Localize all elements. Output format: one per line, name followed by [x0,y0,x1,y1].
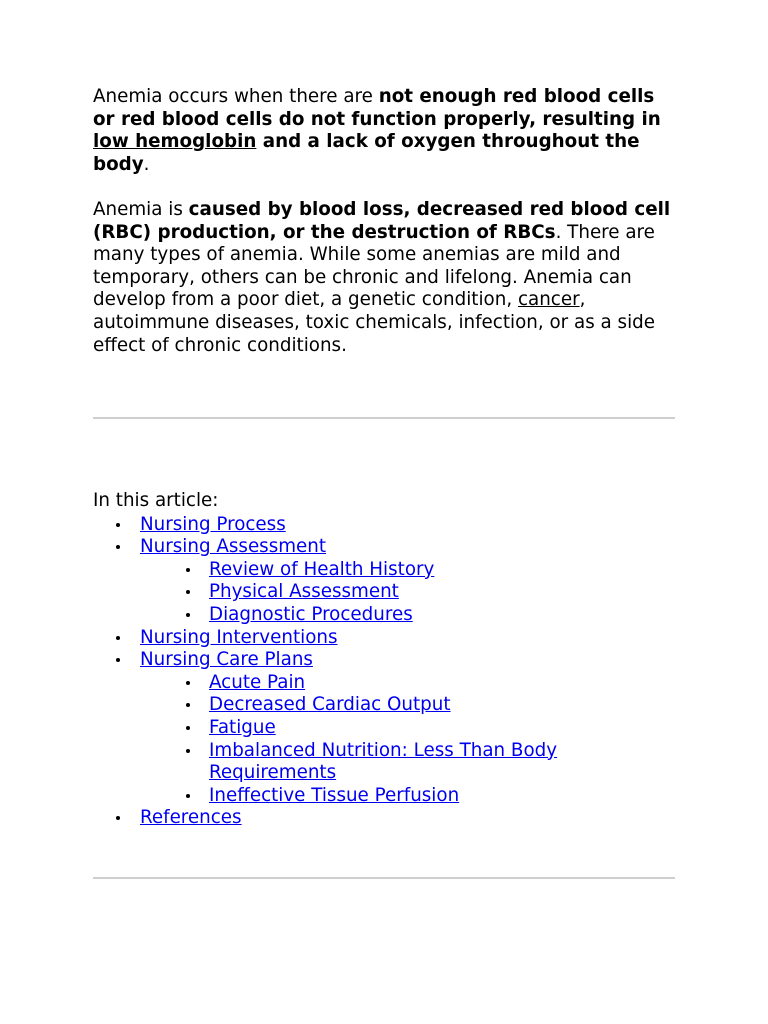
toc-item [93,604,693,627]
toc-item [93,627,693,650]
toc-link[interactable]: Nursing Care Plans [140,649,313,671]
article-intro [93,86,675,357]
bullet-icon [116,523,120,527]
p2-text-3: , autoimmune diseases, toxic chemicals, infection, or as a side effect of chronic conditions. [93,289,656,356]
toc-item [93,672,693,695]
toc-item [93,785,693,808]
toc-link[interactable]: Nursing Interventions [140,626,338,648]
cancer-link[interactable]: cancer [517,289,580,311]
toc-link[interactable]: Review of Health History [209,558,435,580]
toc-item [93,740,693,785]
toc-link[interactable]: Imbalanced Nutrition: Less Than Body Requirements [209,739,558,784]
toc-link[interactable]: Acute Pain [209,671,306,693]
bullet-icon [186,613,190,617]
p2-text-2: . There are many types of anemia. While some anemias are mild and temporary, others can be chronic and lifelong. Anemia can develop from a poor diet, a genetic condition, [93,221,655,311]
bullet-icon [116,545,120,549]
toc-item [93,559,693,582]
bullet-icon [186,590,190,594]
bullet-icon [186,749,190,753]
bullet-icon [186,726,190,730]
toc-label: In this article: [93,490,219,511]
toc-item [93,694,693,717]
intro-paragraph-2 [93,199,675,357]
toc-link[interactable]: Physical Assessment [209,581,399,603]
bullet-icon [186,703,190,707]
p2-text-1: Anemia is [93,198,189,220]
toc-list [93,514,693,830]
divider-top [93,417,675,419]
toc-item [93,807,693,830]
low-hemoglobin-link[interactable]: low hemoglobin [93,131,257,153]
toc-link[interactable]: Decreased Cardiac Output [209,694,451,716]
table-of-contents [93,490,693,830]
toc-link[interactable]: Diagnostic Procedures [209,603,413,625]
toc-link[interactable]: Fatigue [209,716,276,738]
bullet-icon [186,794,190,798]
bullet-icon [186,568,190,572]
toc-item [93,717,693,740]
toc-link[interactable]: Nursing Process [140,513,286,535]
p1-text-2: . [143,153,150,175]
toc-item [93,581,693,604]
bullet-icon [186,681,190,685]
divider-bottom [93,877,675,879]
toc-link[interactable]: Ineffective Tissue Perfusion [209,784,460,806]
bullet-icon [116,636,120,640]
bullet-icon [116,816,120,820]
toc-item [93,536,693,559]
bullet-icon [116,658,120,662]
toc-item [93,514,693,537]
p1-text-1: Anemia occurs when there are [93,86,379,107]
p1-bold-2: and a lack of oxygen throughout the body [93,131,640,175]
toc-link[interactable]: Nursing Assessment [140,536,327,558]
p2-bold-1: caused by blood loss, decreased red blood cell (RBC) production, or the destruction of RBCs [93,198,671,243]
toc-link[interactable]: References [140,807,242,829]
toc-item [93,649,693,672]
p1-bold-1: not enough red blood cells or red blood cells do not function properly, resulting in [93,86,661,130]
intro-paragraph-1 [93,86,675,176]
